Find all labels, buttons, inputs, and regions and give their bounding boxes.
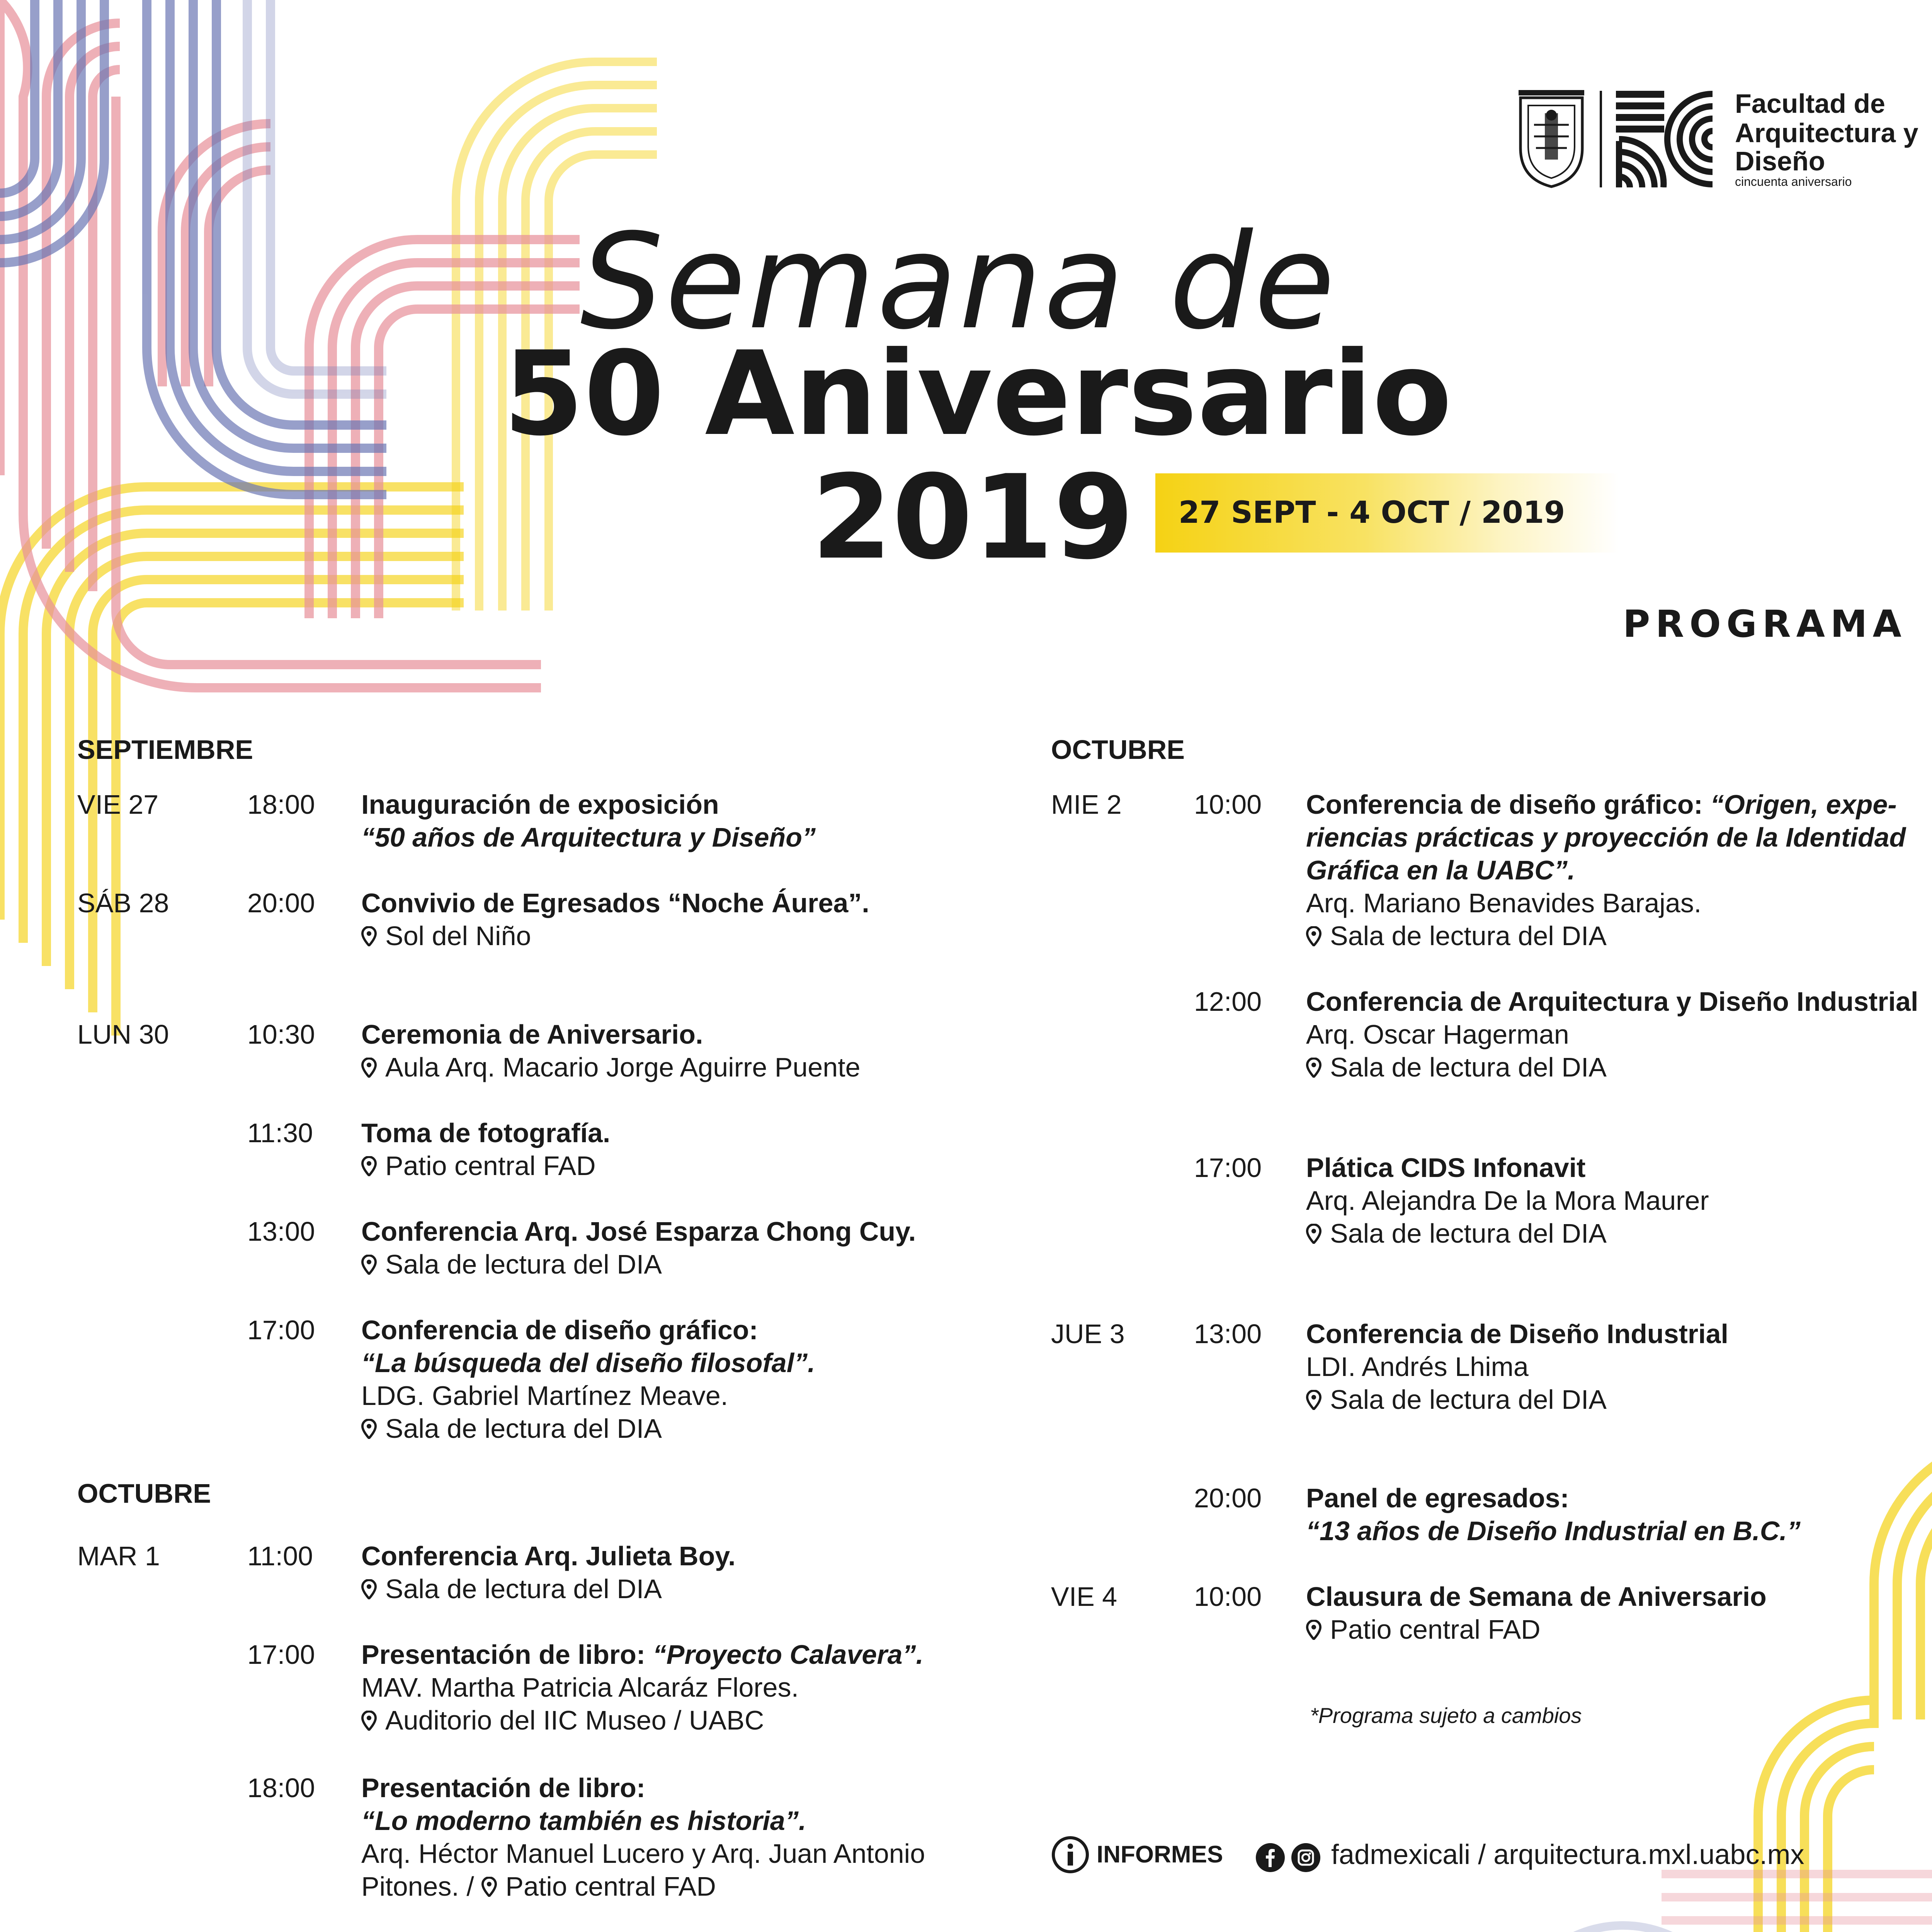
entry-speaker: Arq. Alejandra De la Mora Maurer [1306,1185,1709,1216]
entry-location-text: Sol del Niño [385,921,531,951]
entry-time: 17:00 [1194,1153,1262,1183]
entry-description [1306,985,1918,1084]
entry-title: Conferencia de Diseño Industrial [1306,1319,1728,1349]
social-link[interactable]: fadmexicali / arquitectura.mxl.uabc.mx [1331,1839,1804,1870]
schedule-entry [77,1540,1043,1609]
entry-time: 10:30 [247,1019,315,1049]
entry-title: Plática CIDS Infonavit [1306,1153,1586,1183]
entry-time: 10:00 [1194,1582,1262,1612]
title-line1: Semana de [580,206,1337,359]
entry-day: SÁB 28 [77,888,169,918]
schedule-entry [1051,1580,1932,1650]
entry-description [361,788,816,854]
entry-location-text: Aula Arq. Macario Jorge Aguirre Puente [385,1052,861,1082]
entry-title: Conferencia de diseño gráfico: [361,1315,758,1345]
entry-speaker: LDG. Gabriel Martínez Meave. [361,1381,728,1411]
schedule-entry [77,887,1043,956]
schedule-entry [77,1215,1043,1285]
schedule-entry [77,788,1043,858]
entry-title: Inauguración de exposición [361,789,719,820]
schedule-entry [1051,788,1932,958]
date-band [1155,473,1619,553]
entry-location-text: Auditorio del IIC Museo / UABC [385,1705,764,1735]
logo-divider [1600,91,1602,187]
section-heading: PROGRAMA [1623,602,1907,646]
month-heading-october: OCTUBRE [1051,735,1185,765]
entry-speaker-end: Pitones. / [361,1871,482,1901]
entry-day: JUE 3 [1051,1319,1125,1349]
institution-name [1735,89,1932,189]
entry-time: 13:00 [247,1216,315,1247]
schedule-entry [77,1772,1043,1907]
entry-subtitle: “13 años de Diseño Industrial en B.C.” [1306,1516,1801,1546]
entry-description [1306,1151,1709,1250]
entry-time: 17:00 [247,1315,315,1345]
informes-label: INFORMES [1097,1841,1223,1868]
entry-location [361,1051,861,1084]
fad-50-mark-icon [1616,91,1714,187]
entry-speaker: Arq. Mariano Benavides Barajas. [1306,888,1702,918]
entry-time: 11:00 [247,1541,313,1571]
entry-speaker: Arq. Oscar Hagerman [1306,1019,1569,1049]
entry-title-line [361,1638,923,1671]
title-line2: 50 Aniversario [503,327,1452,461]
schedule-entry [77,1018,1043,1088]
location-pin-icon [1306,1058,1321,1078]
location-pin-icon [361,1058,377,1078]
entry-title-line [1306,788,1906,821]
entry-subtitle: “Origen, expe- [1710,789,1897,820]
event-dates: 27 SEPT - 4 OCT / 2019 [1179,495,1565,530]
entry-description [1306,1318,1728,1416]
entry-location-text: Patio central FAD [1330,1614,1541,1645]
schedule-entry [77,1314,1043,1449]
entry-title: Presentación de libro: [361,1639,653,1670]
entry-day: MIE 2 [1051,789,1122,820]
entry-speaker: Arq. Héctor Manuel Lucero y Arq. Juan Antonio [361,1838,925,1869]
entry-description [361,1215,916,1281]
entry-title: Ceremonia de Aniversario. [361,1019,703,1049]
entry-location-text: Sala de lectura del DIA [1330,1384,1607,1415]
entry-title: Presentación de libro: [361,1773,646,1803]
entry-title: Clausura de Semana de Aniversario [1306,1582,1767,1612]
entry-time: 20:00 [247,888,315,918]
location-pin-icon [361,1255,377,1275]
entry-description [361,1314,815,1445]
institution-tagline: cincuenta aniversario [1735,175,1852,189]
informes-block [1051,1833,1267,1876]
entry-location-text: Sala de lectura del DIA [385,1413,662,1444]
institution-name-line2: Arquitectura y [1735,118,1918,148]
entry-time: 11:30 [247,1118,313,1148]
entry-time: 10:00 [1194,789,1262,820]
entry-subtitle-line3: Gráfica en la UABC”. [1306,855,1575,885]
entry-location-text: Sala de lectura del DIA [1330,1218,1607,1248]
disclaimer-note: *Programa sujeto a cambios [1310,1703,1582,1728]
location-pin-icon [361,1579,377,1599]
location-pin-icon [1306,1224,1321,1244]
entry-location-text: Patio central FAD [505,1871,716,1901]
entry-location-text: Sala de lectura del DIA [1330,1052,1607,1082]
entry-subtitle: “50 años de Arquitectura y Diseño” [361,822,816,852]
entry-title: Toma de fotografía. [361,1118,611,1148]
entry-location-text: Sala de lectura del DIA [385,1249,662,1279]
schedule-entry [1051,1151,1932,1256]
entry-location [1306,1217,1709,1250]
entry-location [361,1573,736,1605]
entry-title: Conferencia de Arquitectura y Diseño Industrial [1306,986,1918,1017]
month-heading-september: SEPTIEMBRE [77,735,253,765]
entry-location [361,1150,610,1182]
facebook-icon[interactable] [1256,1843,1285,1872]
location-pin-icon [361,1711,377,1731]
schedule-entry [1051,985,1932,1090]
location-pin-icon [1306,926,1321,946]
entry-subtitle-line2: riencias prácticas y proyección de la Identidad [1306,822,1906,852]
entry-subtitle: “Lo moderno también es historia”. [361,1806,806,1836]
location-pin-icon [1306,1390,1321,1410]
entry-description [361,1018,861,1084]
entry-description [361,1540,736,1605]
entry-description [1306,1580,1767,1646]
entry-title: Conferencia de diseño gráfico: [1306,789,1711,820]
entry-title: Conferencia Arq. José Esparza Chong Cuy. [361,1216,916,1247]
entry-day: VIE 4 [1051,1582,1117,1612]
entry-title: Panel de egresados: [1306,1483,1569,1513]
entry-time: 12:00 [1194,986,1262,1017]
entry-location [1306,920,1906,952]
entry-subtitle: “La búsqueda del diseño filosofal”. [361,1348,815,1378]
social-block [1252,1833,1932,1876]
entry-location [1306,1613,1767,1646]
entry-location [361,920,869,952]
entry-title: Convivio de Egresados “Noche Áurea”. [361,888,869,918]
entry-time: 20:00 [1194,1483,1262,1513]
entry-description [361,1772,925,1903]
entry-location [361,1412,815,1445]
location-pin-icon [481,1877,497,1897]
location-pin-icon [361,1156,377,1176]
instagram-icon[interactable] [1291,1843,1320,1872]
uabc-seal-icon [1515,90,1588,189]
info-icon [1051,1835,1090,1874]
entry-speaker: MAV. Martha Patricia Alcaráz Flores. [361,1672,799,1702]
month-heading-october: OCTUBRE [77,1478,211,1509]
entry-title: Conferencia Arq. Julieta Boy. [361,1541,736,1571]
entry-time: 17:00 [247,1639,315,1670]
entry-description [361,1117,610,1182]
entry-day: MAR 1 [77,1541,160,1571]
entry-location-text: Sala de lectura del DIA [385,1574,662,1604]
entry-description [1306,788,1906,952]
entry-description [361,1638,923,1737]
entry-subtitle: “Proyecto Calavera”. [653,1639,923,1670]
entry-description [361,887,869,952]
entry-speaker: LDI. Andrés Lhima [1306,1352,1529,1382]
institution-logos [1515,87,1932,191]
entry-day: VIE 27 [77,789,159,820]
entry-location-text: Sala de lectura del DIA [1330,921,1607,951]
title-year: 2019 [811,450,1134,585]
location-pin-icon [361,1419,377,1439]
entry-location [361,1704,923,1737]
institution-name-line3: Diseño [1735,146,1825,176]
location-pin-icon [1306,1620,1321,1640]
schedule-entry [1051,1318,1932,1422]
entry-time: 18:00 [247,789,315,820]
entry-location [361,1248,916,1281]
entry-day: LUN 30 [77,1019,169,1049]
entry-location [1306,1051,1918,1084]
schedule-column-right [1051,734,1932,1777]
schedule-entry [77,1117,1043,1186]
entry-description [1306,1482,1801,1548]
institution-name-line1: Facultad de [1735,88,1885,119]
entry-time: 13:00 [1194,1319,1262,1349]
entry-location-text: Patio central FAD [385,1151,596,1181]
entry-location [1306,1383,1728,1416]
entry-location [361,1870,925,1903]
location-pin-icon [361,926,377,946]
schedule-entry [1051,1482,1932,1551]
schedule-column-left [77,734,1043,1932]
schedule-entry [77,1638,1043,1743]
entry-time: 18:00 [247,1773,315,1803]
